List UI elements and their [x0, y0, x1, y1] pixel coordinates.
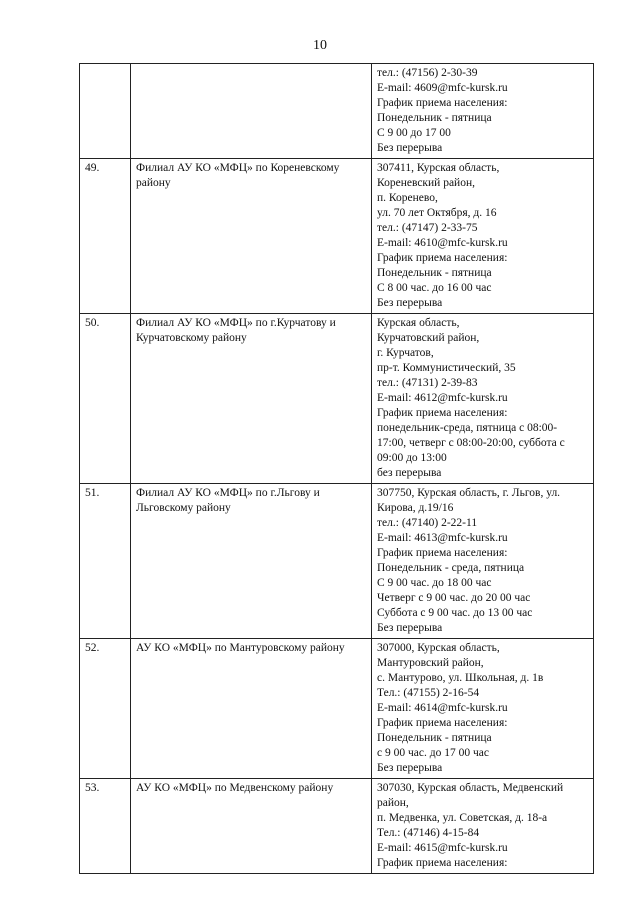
table-body	[80, 64, 594, 874]
contact-line: Четверг с 9 00 час. до 20 00 час	[377, 592, 531, 604]
contact-line: п. Медвенка, ул. Советская, д. 18-а	[377, 812, 548, 824]
contact-line: График приема населения:	[377, 547, 508, 559]
branch-name	[131, 64, 372, 159]
contact-line: 307411, Курская область,	[377, 162, 500, 174]
contact-line: График приема населения:	[377, 97, 508, 109]
contact-line: С 9 00 час. до 18 00 час	[377, 577, 492, 589]
contact-line: E-mail: 4615@mfc-kursk.ru	[377, 842, 508, 854]
contact-line: пр-т. Коммунистический, 35	[377, 362, 516, 374]
contact-line: Суббота с 9 00 час. до 13 00 час	[377, 607, 533, 619]
contact-line: С 8 00 час. до 16 00 час	[377, 282, 492, 294]
table-row	[80, 314, 594, 484]
contact-line: Тел.: (47155) 2-16-54	[377, 687, 480, 699]
branch-contacts	[372, 639, 594, 779]
branch-name: Филиал АУ КО «МФЦ» по Кореневскому району	[131, 159, 372, 314]
branch-contacts	[372, 64, 594, 159]
contact-line: г. Курчатов,	[377, 347, 434, 359]
contact-line: График приема населения:	[377, 407, 508, 419]
contact-line: Понедельник - пятница	[377, 267, 492, 279]
contact-line: ул. 70 лет Октября, д. 16	[377, 207, 497, 219]
contact-line: График приема населения:	[377, 717, 508, 729]
contact-line: тел.: (47156) 2-30-39	[377, 67, 478, 79]
branch-name: АУ КО «МФЦ» по Медвенскому району	[131, 779, 372, 874]
contact-line: С 9 00 до 17 00	[377, 127, 451, 139]
contact-line: п. Коренево,	[377, 192, 438, 204]
table-row	[80, 159, 594, 314]
contact-line: Понедельник - пятница	[377, 732, 492, 744]
contact-line: 307000, Курская область,	[377, 642, 500, 654]
contact-line: район,	[377, 797, 409, 809]
branch-name: Филиал АУ КО «МФЦ» по г.Курчатову и Курчатовскому району	[131, 314, 372, 484]
contact-line: 09:00 до 13:00	[377, 452, 447, 464]
contact-line: E-mail: 4610@mfc-kursk.ru	[377, 237, 508, 249]
contact-line: Курская область,	[377, 317, 460, 329]
contact-line: тел.: (47147) 2-33-75	[377, 222, 478, 234]
contact-line: Без перерыва	[377, 762, 443, 774]
contact-line: График приема населения:	[377, 857, 508, 869]
contact-line: Мантуровский район,	[377, 657, 484, 669]
table-row	[80, 484, 594, 639]
row-number	[80, 64, 131, 159]
table-row	[80, 64, 594, 159]
row-number: 52.	[80, 639, 131, 779]
contact-line: Понедельник - пятница	[377, 112, 492, 124]
contact-line: E-mail: 4614@mfc-kursk.ru	[377, 702, 508, 714]
branch-contacts	[372, 484, 594, 639]
contact-line: с. Мантурово, ул. Школьная, д. 1в	[377, 672, 544, 684]
contact-line: с 9 00 час. до 17 00 час	[377, 747, 489, 759]
row-number: 51.	[80, 484, 131, 639]
contact-line: Без перерыва	[377, 142, 443, 154]
contact-line: Без перерыва	[377, 297, 443, 309]
contact-line: 17:00, четверг с 08:00-20:00, суббота с	[377, 437, 565, 449]
contact-line: Понедельник - среда, пятница	[377, 562, 525, 574]
branch-name: АУ КО «МФЦ» по Мантуровскому району	[131, 639, 372, 779]
contact-line: 307030, Курская область, Медвенский	[377, 782, 564, 794]
contact-line: Без перерыва	[377, 622, 443, 634]
branch-contacts	[372, 779, 594, 874]
page-number: 10	[313, 38, 327, 53]
contact-line: понедельник-среда, пятница с 08:00-	[377, 422, 558, 434]
contact-line: без перерыва	[377, 467, 442, 479]
contact-line: тел.: (47131) 2-39-83	[377, 377, 478, 389]
contact-line: E-mail: 4609@mfc-kursk.ru	[377, 82, 508, 94]
contact-line: График приема населения:	[377, 252, 508, 264]
contact-line: Курчатовский район,	[377, 332, 480, 344]
mfc-branches-table	[79, 63, 594, 874]
branch-contacts	[372, 314, 594, 484]
contact-line: Тел.: (47146) 4-15-84	[377, 827, 480, 839]
contact-line: 307750, Курская область, г. Льгов, ул.	[377, 487, 561, 499]
contact-line: Кирова, д.19/16	[377, 502, 454, 514]
table-row	[80, 779, 594, 874]
contact-line: E-mail: 4613@mfc-kursk.ru	[377, 532, 508, 544]
contact-line: E-mail: 4612@mfc-kursk.ru	[377, 392, 508, 404]
contact-line: тел.: (47140) 2-22-11	[377, 517, 478, 529]
branch-name: Филиал АУ КО «МФЦ» по г.Льгову и Льговскому району	[131, 484, 372, 639]
table-row	[80, 639, 594, 779]
row-number: 49.	[80, 159, 131, 314]
branch-contacts	[372, 159, 594, 314]
contact-line: Кореневский район,	[377, 177, 475, 189]
row-number: 53.	[80, 779, 131, 874]
row-number: 50.	[80, 314, 131, 484]
